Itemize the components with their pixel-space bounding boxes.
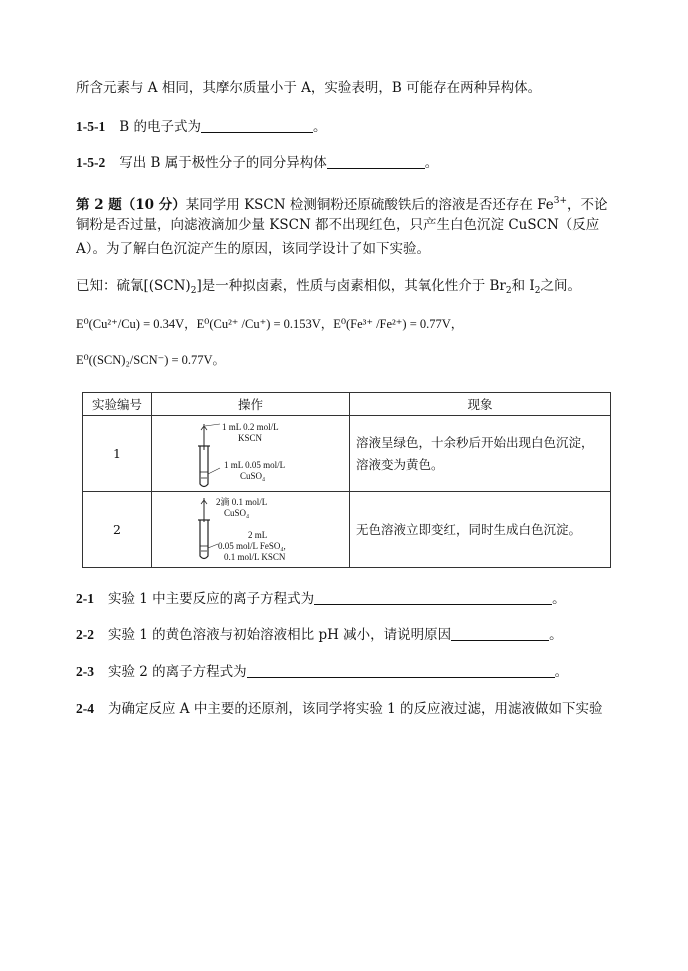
experiment-id: 2 (83, 492, 152, 568)
subscript: 2 (190, 286, 197, 296)
question-text: B 的电子式为 (119, 119, 201, 135)
answer-blank[interactable] (451, 626, 549, 641)
question-2-3 (76, 663, 568, 681)
answer-blank[interactable] (314, 590, 552, 605)
question-2-line-2: 铜粉是否过量，向滤液滴加少量 KSCN 都不出现红色，只产生白色沉淀 CuSCN（反应 (76, 217, 600, 233)
question-text: 为确定反应 A 中主要的还原剂，该同学将实验 1 的反应液过滤，用滤液做如下实验 (108, 701, 603, 717)
known-text: 已知：硫氰[(SCN) (76, 278, 191, 294)
known-text: 和 I (511, 278, 535, 294)
phenomenon-cell: 溶液呈绿色，十余秒后开始出现白色沉淀，溶液变为黄色。 (350, 416, 611, 492)
reagent-label: 2 mL (248, 530, 268, 540)
table-row (83, 492, 611, 568)
reagent-label: 0.05 mol/L FeSO₄, (218, 541, 286, 551)
header-id: 实验编号 (83, 393, 152, 416)
table-row (83, 416, 611, 492)
question-number: 2-4 (76, 701, 94, 716)
test-tube-icon (198, 424, 220, 487)
question-number: 2-1 (76, 591, 94, 606)
question-text: 实验 1 的黄色溶液与初始溶液相比 pH 减小，请说明原因 (108, 627, 452, 643)
question-2-2 (76, 626, 563, 644)
reagent-label: 2滴 0.1 mol/L (216, 497, 268, 507)
header-operation: 操作 (152, 393, 350, 416)
reagent-label: CuSO₄ (224, 508, 250, 518)
reagent-label: CuSO₄ (240, 471, 266, 481)
reagent-label: 1 mL 0.05 mol/L (224, 460, 286, 470)
known-text: ]是一种拟卤素，性质与卤素相似，其氧化性介于 Br (196, 278, 506, 294)
known-line (76, 277, 581, 300)
superscript: 3+ (553, 196, 568, 206)
question-2-line-1 (76, 192, 608, 214)
potentials-line-1: E⁰(Cu²⁺/Cu) = 0.34V，E⁰(Cu²⁺ /Cu⁺) = 0.153V，E⁰(Fe³⁺ /Fe²⁺) = 0.77V， (76, 317, 464, 331)
question-text: 实验 2 的离子方程式为 (108, 664, 247, 680)
question-text: 写出 B 属于极性分子的同分异构体 (119, 155, 327, 171)
question-2-text-end: ，不论 (567, 197, 608, 213)
subscript: 2 (534, 286, 541, 296)
question-number: 1-5-2 (76, 155, 106, 170)
known-text: 之间。 (540, 278, 581, 294)
subscript: 2 (505, 286, 512, 296)
question-end: 。 (549, 627, 563, 643)
test-tube-icon (198, 498, 218, 559)
answer-blank[interactable] (247, 663, 555, 678)
question-1-5-1 (76, 118, 326, 136)
answer-blank[interactable] (201, 118, 313, 133)
answer-blank[interactable] (327, 154, 425, 169)
operation-diagram-1 (152, 416, 350, 492)
intro-line: 所含元素与 A 相同，其摩尔质量小于 A，实验表明，B 可能存在两种异构体。 (76, 80, 542, 96)
question-end: 。 (554, 664, 569, 680)
reagent-label: 1 mL 0.2 mol/L (222, 422, 279, 432)
operation-diagram-2 (152, 492, 350, 568)
question-2-4 (76, 700, 603, 718)
question-2-text: 某同学用 KSCN 检测铜粉还原硫酸铁后的溶液是否还存在 Fe (185, 197, 554, 213)
question-2-line-3: A）。为了解白色沉淀产生的原因，该同学设计了如下实验。 (76, 241, 430, 257)
question-end: 。 (312, 119, 327, 135)
phenomenon-cell: 无色溶液立即变红，同时生成白色沉淀。 (350, 492, 611, 568)
question-2-title: 第 2 题（10 分） (76, 197, 186, 213)
question-2-1 (76, 590, 566, 608)
experiment-id: 1 (83, 416, 152, 492)
question-text: 实验 1 中主要反应的离子方程式为 (108, 591, 315, 607)
question-number: 2-3 (76, 664, 94, 679)
table-header-row (83, 393, 611, 416)
question-number: 1-5-1 (76, 119, 106, 134)
question-end: 。 (552, 591, 566, 607)
reagent-label: KSCN (238, 433, 263, 443)
reagent-label: 0.1 mol/L KSCN (224, 552, 286, 562)
header-phenomenon: 现象 (350, 393, 611, 416)
potentials-line-2: E⁰((SCN)₂/SCN⁻) = 0.77V。 (76, 353, 226, 367)
question-1-5-2 (76, 154, 438, 172)
question-end: 。 (424, 155, 439, 171)
experiment-table (82, 392, 611, 568)
question-number: 2-2 (76, 627, 94, 642)
